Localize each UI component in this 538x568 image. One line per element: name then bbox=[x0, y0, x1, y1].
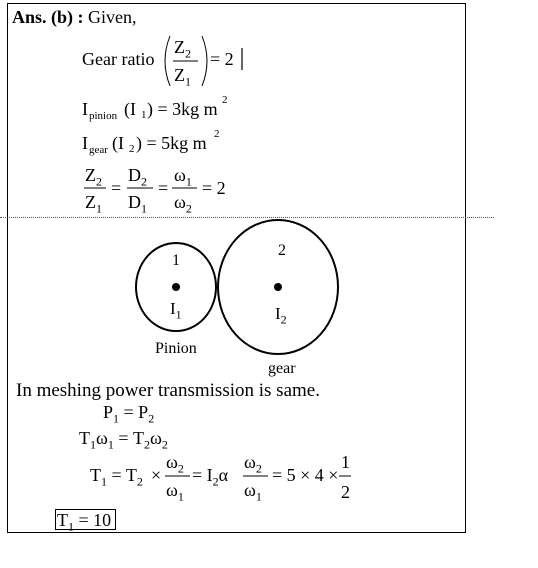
gear-inertia-label: $I_2$ bbox=[275, 304, 287, 327]
meshing-statement: In meshing power transmission is same. bbox=[16, 380, 320, 401]
gear-number-label: 2 bbox=[278, 242, 286, 259]
final-answer: $T_1 = 10$ bbox=[57, 510, 112, 534]
gear-ratio-denominator: $Z_1$ bbox=[174, 65, 191, 89]
gear-ratio-numerator: $Z_2$ bbox=[174, 37, 191, 61]
gear-label: gear bbox=[268, 360, 296, 377]
gear-center-dot bbox=[274, 283, 282, 291]
pinion-label: Pinion bbox=[155, 340, 197, 357]
power-equation: $P_1 = P_2$ bbox=[103, 402, 155, 426]
answer-option: Ans. (b) : bbox=[12, 7, 84, 27]
left-paren bbox=[165, 36, 170, 86]
torque-equation: $T_1\omega_1 = T_2\omega_2$ bbox=[79, 428, 168, 452]
gear-ratio-label: Gear ratio bbox=[82, 49, 155, 69]
pinion-number-label: 1 bbox=[172, 252, 180, 269]
gear-ratio-value: = 2 bbox=[210, 49, 234, 69]
pinion-inertia-label: $I_1$ bbox=[170, 299, 182, 322]
pinion-center-dot bbox=[172, 283, 180, 291]
given-label: Given, bbox=[88, 7, 137, 27]
right-paren bbox=[202, 36, 207, 86]
